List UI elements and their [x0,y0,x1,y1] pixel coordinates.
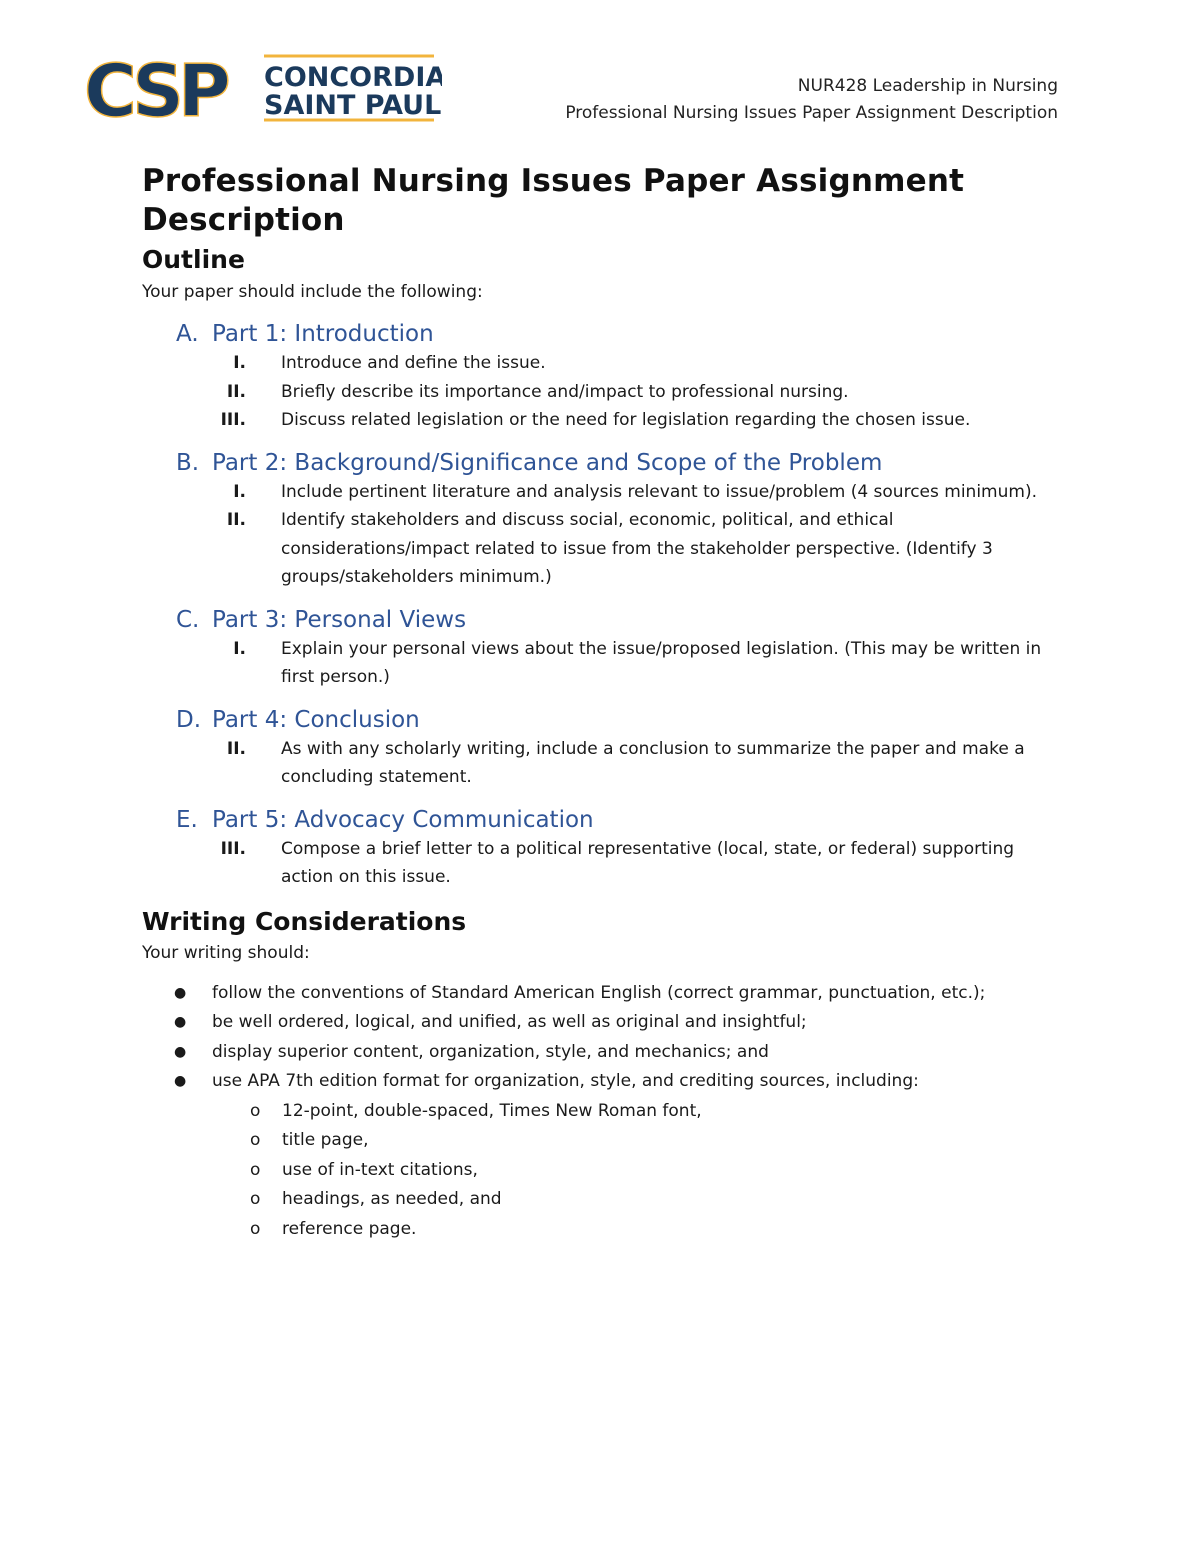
list-item [142,1126,1062,1156]
logo-mark-text: CSP [84,54,225,124]
bullet-icon: ● [174,1073,187,1089]
page-title [142,162,1062,240]
part-items [176,349,1062,435]
outline-lead: Your paper should include the following: [142,282,483,302]
item-text: Compose a brief letter to a political representative (local, state, or federal) supporting action on this issue. [281,838,1015,887]
item-text: Explain your personal views about the issue/proposed legislation. (This may be written in first person.) [281,638,1042,687]
logo-name-line1: CONCORDIA [264,62,442,93]
part-title: Part 4: Conclusion [212,706,420,733]
list-item [176,635,1062,692]
item-text: As with any scholarly writing, include a conclusion to summarize the paper and make a concluding statement. [281,738,1025,787]
writing-heading: Writing Considerations [142,906,467,936]
list-item [142,1097,1062,1127]
item-text: Introduce and define the issue. [281,353,546,373]
bullet-text: display superior content, organization, style, and mechanics; and [212,1041,769,1062]
part-heading [176,705,1062,735]
item-text: Discuss related legislation or the need for legislation regarding the chosen issue. [281,410,971,430]
list-item [176,835,1062,892]
bullet-icon: ● [174,1043,187,1060]
circle-bullet-icon: o [250,1218,261,1239]
part-letter: A. [176,321,199,347]
sub-bullet-text: reference page. [282,1218,417,1239]
item-number: I. [233,353,246,373]
part-letter: C. [176,606,200,633]
list-item [142,1185,1062,1215]
item-text: Include pertinent literature and analysis relevant to issue/problem (4 sources minimum). [281,481,1037,502]
list-item [176,478,1062,507]
bullet-text: use APA 7th edition format for organization, style, and crediting sources, including: [212,1071,919,1091]
part-a [176,319,1062,435]
part-title: Part 2: Background/Significance and Scope of the Problem [212,449,883,476]
title-line2: Description [142,202,345,238]
sub-bullet-text: 12-point, double-spaced, Times New Roman font, [282,1100,702,1121]
part-d [176,705,1062,792]
bullet-icon: ● [174,984,187,1001]
part-letter: B. [176,449,200,476]
bullet-icon: ● [174,1014,187,1030]
part-letter: E. [176,806,198,833]
item-number: I. [233,481,246,502]
list-item [142,1156,1062,1186]
part-heading [176,319,1062,349]
part-heading [176,805,1062,835]
list-item [142,1038,1062,1068]
outline-heading: Outline [142,245,245,274]
list-item [142,979,1062,1009]
item-number: III. [220,838,246,859]
sub-bullet-text: headings, as needed, and [282,1189,502,1209]
part-letter: D. [176,706,202,733]
header-course: NUR428 Leadership in Nursing [797,76,1058,96]
part-items [176,735,1062,792]
item-number: III. [220,410,246,430]
item-text: Briefly describe its importance and/impact to professional nursing. [281,381,849,402]
list-item [176,735,1062,792]
item-number: II. [226,510,246,530]
list-item [142,1008,1062,1038]
item-number: II. [226,381,246,402]
logo-name-line2: SAINT PAUL [264,90,442,121]
page-header [565,73,1058,127]
part-items [176,835,1062,892]
bullet-text: be well ordered, logical, and unified, as well as original and insightful; [212,1012,807,1032]
csp-logo-mark [82,54,442,124]
part-title: Part 1: Introduction [212,321,434,347]
part-title: Part 3: Personal Views [212,606,467,633]
list-item [142,1067,1062,1097]
list-item [176,506,1062,592]
part-b [176,448,1062,592]
writing-bullets [142,979,1062,1097]
circle-bullet-icon: o [250,1159,261,1180]
circle-bullet-icon: o [250,1189,261,1209]
item-text: Identify stakeholders and discuss social, economic, political, and ethical considerations/impact related to issue from the stakeholder perspective. (Identify 3 groups/stakeholders minimum.) [281,510,993,587]
item-number: I. [233,638,246,659]
part-items [176,478,1062,592]
part-title: Part 5: Advocacy Communication [212,806,594,833]
part-heading [176,448,1062,478]
concordia-logo [82,54,442,124]
sub-bullet-text: title page, [282,1130,369,1150]
part-items [176,635,1062,692]
circle-bullet-icon: o [250,1130,261,1150]
part-heading [176,605,1062,635]
main-content [142,162,1062,1244]
list-item [176,378,1062,407]
apa-sub-bullets [142,1097,1062,1245]
header-doc-title: Professional Nursing Issues Paper Assignment Description [565,103,1058,123]
sub-bullet-text: use of in-text citations, [282,1159,478,1180]
writing-lead: Your writing should: [142,942,310,963]
title-line1: Professional Nursing Issues Paper Assignment [142,163,965,199]
circle-bullet-icon: o [250,1100,261,1121]
list-item [176,406,1062,435]
part-c [176,605,1062,692]
item-number: II. [226,738,246,759]
list-item [176,349,1062,378]
bullet-text: follow the conventions of Standard American English (correct grammar, punctuation, etc.); [212,982,986,1003]
list-item [142,1215,1062,1245]
part-e [176,805,1062,892]
